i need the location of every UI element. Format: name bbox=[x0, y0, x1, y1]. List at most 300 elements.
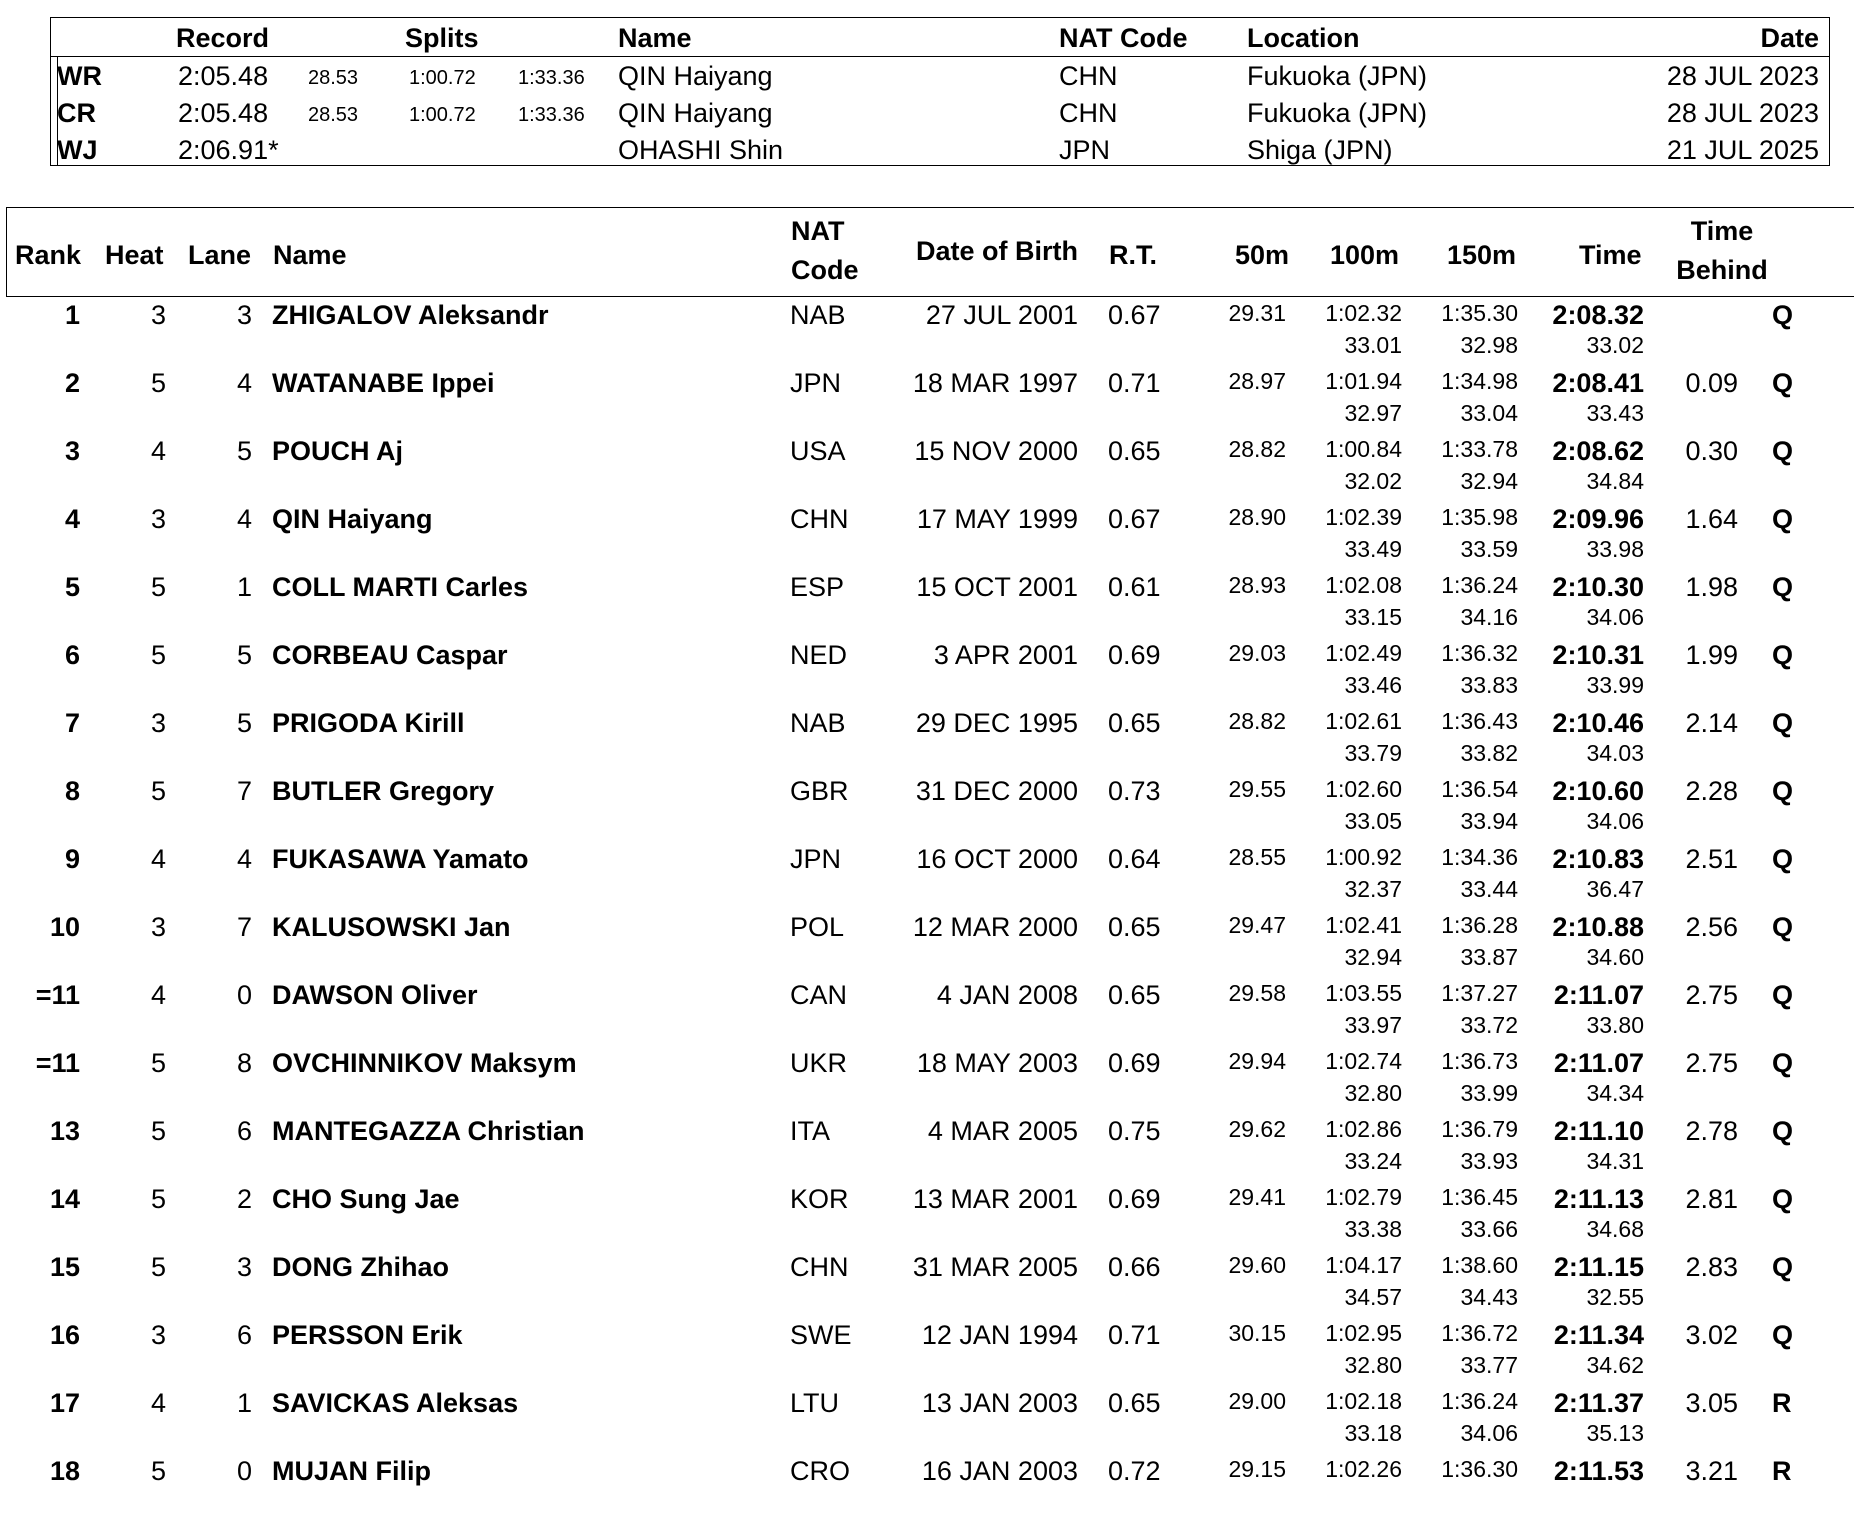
lap-150m: 33.94 bbox=[1460, 808, 1518, 834]
reaction-time: 0.72 bbox=[1108, 1456, 1161, 1486]
time-behind: 2.75 bbox=[1685, 980, 1738, 1010]
heat: 5 bbox=[150, 1456, 166, 1486]
records-header-divider bbox=[51, 56, 1829, 57]
qualification-mark: Q bbox=[1772, 776, 1794, 806]
rank: 15 bbox=[49, 1252, 80, 1282]
lane: 6 bbox=[236, 1320, 252, 1350]
header-time-behind-2: Behind bbox=[1676, 255, 1768, 285]
nat-code: CHN bbox=[790, 504, 849, 534]
lane: 1 bbox=[236, 1388, 252, 1418]
athlete-name: PERSSON Erik bbox=[272, 1320, 463, 1350]
lane: 4 bbox=[236, 844, 252, 874]
athlete-name: DAWSON Oliver bbox=[272, 980, 478, 1010]
rank: 1 bbox=[64, 300, 80, 330]
record-holder: QIN Haiyang bbox=[618, 61, 773, 91]
split-100m: 1:02.18 bbox=[1325, 1388, 1402, 1414]
lap-150m: 34.43 bbox=[1460, 1284, 1518, 1310]
lane: 8 bbox=[236, 1048, 252, 1078]
header-lane: Lane bbox=[188, 240, 252, 270]
heat: 3 bbox=[150, 708, 166, 738]
lap-100m: 33.38 bbox=[1344, 1216, 1402, 1242]
final-time: 2:10.60 bbox=[1552, 776, 1644, 806]
lap-final: 35.13 bbox=[1586, 1420, 1644, 1446]
nat-code: JPN bbox=[790, 368, 842, 398]
reaction-time: 0.67 bbox=[1108, 504, 1161, 534]
split-100m: 1:02.74 bbox=[1325, 1048, 1402, 1074]
lane: 5 bbox=[236, 436, 252, 466]
lane: 5 bbox=[236, 708, 252, 738]
lane: 3 bbox=[236, 300, 252, 330]
header-code: Code bbox=[791, 255, 859, 285]
athlete-name: CORBEAU Caspar bbox=[272, 640, 508, 670]
split-100m: 1:02.26 bbox=[1325, 1456, 1402, 1482]
split-100m: 1:02.32 bbox=[1325, 300, 1402, 326]
split-100m: 1:02.60 bbox=[1325, 776, 1402, 802]
date-of-birth: 12 MAR 2000 bbox=[912, 912, 1078, 942]
final-time: 2:08.32 bbox=[1552, 300, 1644, 330]
split-150m: 1:35.30 bbox=[1441, 300, 1518, 326]
reaction-time: 0.65 bbox=[1108, 980, 1161, 1010]
lap-100m: 32.80 bbox=[1344, 1080, 1402, 1106]
split-150m: 1:36.45 bbox=[1441, 1184, 1518, 1210]
reaction-time: 0.73 bbox=[1108, 776, 1161, 806]
date-of-birth: 4 MAR 2005 bbox=[927, 1116, 1078, 1146]
header-rt: R.T. bbox=[1109, 240, 1158, 270]
qualification-mark: Q bbox=[1772, 1048, 1794, 1078]
lap-100m: 32.37 bbox=[1344, 876, 1402, 902]
final-time: 2:08.62 bbox=[1552, 436, 1644, 466]
lap-final: 34.60 bbox=[1586, 944, 1644, 970]
qualification-mark: Q bbox=[1772, 1116, 1794, 1146]
reaction-time: 0.65 bbox=[1108, 1388, 1161, 1418]
time-behind: 2.78 bbox=[1685, 1116, 1738, 1146]
lane: 3 bbox=[236, 1252, 252, 1282]
record-time: 2:05.48 bbox=[178, 98, 269, 128]
reaction-time: 0.67 bbox=[1108, 300, 1161, 330]
record-split-150: 1:33.36 bbox=[518, 104, 585, 126]
lap-150m: 33.59 bbox=[1460, 536, 1518, 562]
final-time: 2:11.15 bbox=[1553, 1252, 1644, 1282]
split-50m: 30.15 bbox=[1228, 1320, 1286, 1346]
athlete-name: DONG Zhihao bbox=[272, 1252, 449, 1282]
time-behind: 2.81 bbox=[1685, 1184, 1738, 1214]
lap-100m: 33.15 bbox=[1344, 604, 1402, 630]
split-50m: 28.82 bbox=[1228, 436, 1286, 462]
qualification-mark: Q bbox=[1772, 1320, 1794, 1350]
result-row bbox=[0, 706, 1854, 774]
split-150m: 1:36.28 bbox=[1441, 912, 1518, 938]
date-of-birth: 18 MAY 2003 bbox=[916, 1048, 1078, 1078]
final-time: 2:11.34 bbox=[1553, 1320, 1644, 1350]
record-date: 28 JUL 2023 bbox=[1666, 98, 1819, 128]
rank: 2 bbox=[64, 368, 80, 398]
result-row bbox=[0, 842, 1854, 910]
final-time: 2:11.53 bbox=[1553, 1456, 1644, 1486]
time-behind: 0.09 bbox=[1685, 368, 1738, 398]
qualification-mark: Q bbox=[1772, 572, 1794, 602]
records-header-record: Record bbox=[176, 23, 270, 53]
lap-150m: 33.66 bbox=[1460, 1216, 1518, 1242]
lap-final: 33.43 bbox=[1586, 400, 1644, 426]
record-location: Shiga (JPN) bbox=[1247, 135, 1393, 165]
rank: 4 bbox=[64, 504, 80, 534]
lane: 4 bbox=[236, 504, 252, 534]
rank: =11 bbox=[35, 980, 80, 1010]
heat: 5 bbox=[150, 1252, 166, 1282]
athlete-name: WATANABE Ippei bbox=[272, 368, 495, 398]
split-50m: 29.31 bbox=[1228, 300, 1286, 326]
lap-150m: 33.77 bbox=[1460, 1352, 1518, 1378]
date-of-birth: 17 MAY 1999 bbox=[916, 504, 1078, 534]
lap-final: 33.80 bbox=[1586, 1012, 1644, 1038]
lane: 6 bbox=[236, 1116, 252, 1146]
rank: 17 bbox=[49, 1388, 80, 1418]
record-nat: CHN bbox=[1059, 98, 1118, 128]
split-100m: 1:00.84 bbox=[1325, 436, 1402, 462]
lap-100m: 32.80 bbox=[1344, 1352, 1402, 1378]
split-150m: 1:36.32 bbox=[1441, 640, 1518, 666]
result-row bbox=[0, 1454, 1854, 1522]
date-of-birth: 13 MAR 2001 bbox=[912, 1184, 1078, 1214]
athlete-name: SAVICKAS Aleksas bbox=[272, 1388, 519, 1418]
reaction-time: 0.75 bbox=[1108, 1116, 1161, 1146]
result-row bbox=[0, 502, 1854, 570]
lap-100m: 33.24 bbox=[1344, 1148, 1402, 1174]
lap-150m: 32.94 bbox=[1460, 468, 1518, 494]
athlete-name: CHO Sung Jae bbox=[272, 1184, 460, 1214]
result-row bbox=[0, 1386, 1854, 1454]
nat-code: CRO bbox=[790, 1456, 850, 1486]
split-100m: 1:02.39 bbox=[1325, 504, 1402, 530]
athlete-name: QIN Haiyang bbox=[272, 504, 433, 534]
result-row bbox=[0, 1250, 1854, 1318]
split-150m: 1:34.98 bbox=[1441, 368, 1518, 394]
record-time: 2:05.48 bbox=[178, 61, 269, 91]
nat-code: ITA bbox=[790, 1116, 830, 1146]
split-100m: 1:01.94 bbox=[1325, 368, 1402, 394]
split-150m: 1:35.98 bbox=[1441, 504, 1518, 530]
heat: 4 bbox=[150, 436, 166, 466]
split-50m: 28.90 bbox=[1228, 504, 1286, 530]
records-header-name: Name bbox=[618, 23, 692, 53]
time-behind: 1.98 bbox=[1685, 572, 1738, 602]
rank: 14 bbox=[49, 1184, 80, 1214]
split-50m: 28.55 bbox=[1228, 844, 1286, 870]
rank: 13 bbox=[49, 1116, 80, 1146]
qualification-mark: Q bbox=[1772, 912, 1794, 942]
reaction-time: 0.69 bbox=[1108, 640, 1161, 670]
split-100m: 1:02.95 bbox=[1325, 1320, 1402, 1346]
records-header-location: Location bbox=[1247, 23, 1360, 53]
qualification-mark: Q bbox=[1772, 844, 1794, 874]
lap-final: 32.55 bbox=[1586, 1284, 1644, 1310]
athlete-name: POUCH Aj bbox=[272, 436, 404, 466]
record-location: Fukuoka (JPN) bbox=[1247, 98, 1428, 128]
heat: 5 bbox=[150, 776, 166, 806]
qualification-mark: Q bbox=[1772, 436, 1794, 466]
reaction-time: 0.65 bbox=[1108, 708, 1161, 738]
split-150m: 1:36.72 bbox=[1441, 1320, 1518, 1346]
rank: 18 bbox=[49, 1456, 80, 1486]
final-time: 2:10.83 bbox=[1552, 844, 1644, 874]
result-row bbox=[0, 434, 1854, 502]
result-row bbox=[0, 1114, 1854, 1182]
lap-100m: 32.94 bbox=[1344, 944, 1402, 970]
heat: 5 bbox=[150, 640, 166, 670]
header-100m: 100m bbox=[1330, 240, 1400, 270]
final-time: 2:11.07 bbox=[1553, 980, 1644, 1010]
records-header-nat: NAT Code bbox=[1059, 23, 1188, 53]
split-150m: 1:36.24 bbox=[1441, 1388, 1518, 1414]
record-nat: JPN bbox=[1059, 135, 1111, 165]
result-row bbox=[0, 638, 1854, 706]
date-of-birth: 3 APR 2001 bbox=[933, 640, 1078, 670]
record-nat: CHN bbox=[1059, 61, 1118, 91]
records-header-splits: Splits bbox=[405, 23, 479, 53]
heat: 3 bbox=[150, 1320, 166, 1350]
rank: 16 bbox=[49, 1320, 80, 1350]
lap-150m: 34.06 bbox=[1460, 1420, 1518, 1446]
athlete-name: OVCHINNIKOV Maksym bbox=[272, 1048, 577, 1078]
athlete-name: MANTEGAZZA Christian bbox=[272, 1116, 585, 1146]
record-split-100: 1:00.72 bbox=[409, 104, 476, 126]
lap-final: 34.06 bbox=[1586, 604, 1644, 630]
final-time: 2:11.13 bbox=[1553, 1184, 1644, 1214]
heat: 4 bbox=[150, 844, 166, 874]
reaction-time: 0.71 bbox=[1108, 368, 1161, 398]
date-of-birth: 15 NOV 2000 bbox=[914, 436, 1078, 466]
split-50m: 29.62 bbox=[1228, 1116, 1286, 1142]
final-time: 2:11.07 bbox=[1553, 1048, 1644, 1078]
split-100m: 1:03.55 bbox=[1325, 980, 1402, 1006]
lap-100m: 33.18 bbox=[1344, 1420, 1402, 1446]
record-split-50: 28.53 bbox=[308, 67, 359, 89]
lap-150m: 33.44 bbox=[1460, 876, 1518, 902]
date-of-birth: 31 DEC 2000 bbox=[915, 776, 1078, 806]
lap-final: 34.31 bbox=[1586, 1148, 1644, 1174]
nat-code: UKR bbox=[790, 1048, 848, 1078]
lap-100m: 33.49 bbox=[1344, 536, 1402, 562]
records-header-date: Date bbox=[1760, 23, 1819, 53]
rank: 6 bbox=[64, 640, 80, 670]
athlete-name: BUTLER Gregory bbox=[272, 776, 495, 806]
split-100m: 1:02.08 bbox=[1325, 572, 1402, 598]
time-behind: 2.75 bbox=[1685, 1048, 1738, 1078]
final-time: 2:10.46 bbox=[1552, 708, 1644, 738]
reaction-time: 0.64 bbox=[1108, 844, 1161, 874]
lap-100m: 33.97 bbox=[1344, 1012, 1402, 1038]
athlete-name: PRIGODA Kirill bbox=[272, 708, 465, 738]
final-time: 2:10.30 bbox=[1552, 572, 1644, 602]
split-150m: 1:36.24 bbox=[1441, 572, 1518, 598]
record-date: 28 JUL 2023 bbox=[1666, 61, 1819, 91]
heat: 5 bbox=[150, 1116, 166, 1146]
lap-final: 34.84 bbox=[1586, 468, 1644, 494]
heat: 5 bbox=[150, 368, 166, 398]
record-split-50: 28.53 bbox=[308, 104, 359, 126]
time-behind: 3.05 bbox=[1685, 1388, 1738, 1418]
split-50m: 29.00 bbox=[1228, 1388, 1286, 1414]
split-100m: 1:04.17 bbox=[1325, 1252, 1402, 1278]
date-of-birth: 18 MAR 1997 bbox=[912, 368, 1078, 398]
header-50m: 50m bbox=[1235, 240, 1290, 270]
split-50m: 29.58 bbox=[1228, 980, 1286, 1006]
lap-final: 34.68 bbox=[1586, 1216, 1644, 1242]
split-50m: 29.47 bbox=[1228, 912, 1286, 938]
lane: 1 bbox=[236, 572, 252, 602]
date-of-birth: 16 OCT 2000 bbox=[916, 844, 1078, 874]
lap-150m: 33.87 bbox=[1460, 944, 1518, 970]
time-behind: 1.99 bbox=[1685, 640, 1738, 670]
athlete-name: FUKASAWA Yamato bbox=[272, 844, 529, 874]
split-50m: 29.60 bbox=[1228, 1252, 1286, 1278]
result-row bbox=[0, 910, 1854, 978]
split-150m: 1:36.79 bbox=[1441, 1116, 1518, 1142]
header-time: Time bbox=[1579, 240, 1642, 270]
lap-final: 36.47 bbox=[1586, 876, 1644, 902]
record-split-100: 1:00.72 bbox=[409, 67, 476, 89]
qualification-mark: Q bbox=[1772, 708, 1794, 738]
date-of-birth: 13 JAN 2003 bbox=[921, 1388, 1078, 1418]
lane: 2 bbox=[236, 1184, 252, 1214]
qualification-mark: Q bbox=[1772, 504, 1794, 534]
rank: =11 bbox=[35, 1048, 80, 1078]
final-time: 2:11.10 bbox=[1553, 1116, 1644, 1146]
split-50m: 28.97 bbox=[1228, 368, 1286, 394]
lane: 7 bbox=[236, 776, 252, 806]
rank: 3 bbox=[64, 436, 80, 466]
lap-150m: 33.72 bbox=[1460, 1012, 1518, 1038]
lap-100m: 33.05 bbox=[1344, 808, 1402, 834]
lap-final: 33.02 bbox=[1586, 332, 1644, 358]
header-dob: Date of Birth bbox=[916, 236, 1078, 266]
record-holder: OHASHI Shin bbox=[618, 135, 784, 165]
final-time: 2:09.96 bbox=[1552, 504, 1644, 534]
time-behind: 2.28 bbox=[1685, 776, 1738, 806]
rank: 5 bbox=[64, 572, 80, 602]
qualification-mark: Q bbox=[1772, 300, 1794, 330]
result-row bbox=[0, 366, 1854, 434]
time-behind: 2.83 bbox=[1685, 1252, 1738, 1282]
lap-100m: 33.01 bbox=[1344, 332, 1402, 358]
record-location: Fukuoka (JPN) bbox=[1247, 61, 1428, 91]
lap-150m: 33.83 bbox=[1460, 672, 1518, 698]
reaction-time: 0.66 bbox=[1108, 1252, 1161, 1282]
athlete-name: KALUSOWSKI Jan bbox=[272, 912, 511, 942]
nat-code: NAB bbox=[790, 708, 846, 738]
header-rank: Rank bbox=[15, 240, 82, 270]
split-100m: 1:02.79 bbox=[1325, 1184, 1402, 1210]
lap-final: 33.98 bbox=[1586, 536, 1644, 562]
lap-100m: 34.57 bbox=[1344, 1284, 1402, 1310]
heat: 5 bbox=[150, 1184, 166, 1214]
split-100m: 1:00.92 bbox=[1325, 844, 1402, 870]
record-type: WJ bbox=[57, 135, 98, 165]
nat-code: LTU bbox=[790, 1388, 840, 1418]
header-150m: 150m bbox=[1447, 240, 1517, 270]
date-of-birth: 15 OCT 2001 bbox=[916, 572, 1078, 602]
rank: 8 bbox=[64, 776, 80, 806]
time-behind: 3.21 bbox=[1685, 1456, 1738, 1486]
lane: 0 bbox=[236, 980, 252, 1010]
rank: 9 bbox=[64, 844, 80, 874]
nat-code: NED bbox=[790, 640, 848, 670]
date-of-birth: 12 JAN 1994 bbox=[921, 1320, 1078, 1350]
heat: 3 bbox=[150, 912, 166, 942]
lap-150m: 32.98 bbox=[1460, 332, 1518, 358]
time-behind: 2.51 bbox=[1685, 844, 1738, 874]
final-time: 2:08.41 bbox=[1552, 368, 1644, 398]
split-150m: 1:37.27 bbox=[1441, 980, 1518, 1006]
athlete-name: COLL MARTI Carles bbox=[272, 572, 529, 602]
time-behind: 2.56 bbox=[1685, 912, 1738, 942]
result-row bbox=[0, 978, 1854, 1046]
time-behind: 3.02 bbox=[1685, 1320, 1738, 1350]
split-50m: 29.55 bbox=[1228, 776, 1286, 802]
athlete-name: MUJAN Filip bbox=[272, 1456, 431, 1486]
nat-code: POL bbox=[790, 912, 845, 942]
split-50m: 28.82 bbox=[1228, 708, 1286, 734]
lap-100m: 33.79 bbox=[1344, 740, 1402, 766]
split-100m: 1:02.49 bbox=[1325, 640, 1402, 666]
qualification-mark: Q bbox=[1772, 1184, 1794, 1214]
final-time: 2:10.31 bbox=[1552, 640, 1644, 670]
date-of-birth: 16 JAN 2003 bbox=[921, 1456, 1078, 1486]
split-100m: 1:02.61 bbox=[1325, 708, 1402, 734]
split-150m: 1:36.30 bbox=[1441, 1456, 1518, 1482]
result-row bbox=[0, 1318, 1854, 1386]
nat-code: CAN bbox=[790, 980, 848, 1010]
lap-150m: 33.93 bbox=[1460, 1148, 1518, 1174]
result-row bbox=[0, 1182, 1854, 1250]
lap-150m: 34.16 bbox=[1460, 604, 1518, 630]
qualification-mark: Q bbox=[1772, 980, 1794, 1010]
header-time-behind-1: Time bbox=[1690, 216, 1754, 246]
time-behind: 1.64 bbox=[1685, 504, 1738, 534]
lap-150m: 33.82 bbox=[1460, 740, 1518, 766]
split-50m: 29.41 bbox=[1228, 1184, 1286, 1210]
nat-code: USA bbox=[790, 436, 846, 466]
heat: 3 bbox=[150, 300, 166, 330]
nat-code: SWE bbox=[790, 1320, 852, 1350]
lap-100m: 32.02 bbox=[1344, 468, 1402, 494]
qualification-mark: R bbox=[1772, 1456, 1792, 1486]
lap-final: 34.62 bbox=[1586, 1352, 1644, 1378]
split-50m: 28.93 bbox=[1228, 572, 1286, 598]
record-time: 2:06.91* bbox=[178, 135, 279, 165]
final-time: 2:11.37 bbox=[1553, 1388, 1644, 1418]
date-of-birth: 4 JAN 2008 bbox=[936, 980, 1078, 1010]
qualification-mark: Q bbox=[1772, 640, 1794, 670]
nat-code: GBR bbox=[790, 776, 849, 806]
header-nat: NAT bbox=[791, 216, 845, 246]
heat: 4 bbox=[150, 980, 166, 1010]
split-100m: 1:02.41 bbox=[1325, 912, 1402, 938]
heat: 4 bbox=[150, 1388, 166, 1418]
records-table bbox=[50, 17, 1830, 166]
nat-code: NAB bbox=[790, 300, 846, 330]
heat: 5 bbox=[150, 572, 166, 602]
lap-100m: 33.46 bbox=[1344, 672, 1402, 698]
lane: 5 bbox=[236, 640, 252, 670]
lap-final: 33.99 bbox=[1586, 672, 1644, 698]
rank: 10 bbox=[49, 912, 80, 942]
athlete-name: ZHIGALOV Aleksandr bbox=[272, 300, 549, 330]
qualification-mark: Q bbox=[1772, 368, 1794, 398]
split-50m: 29.94 bbox=[1228, 1048, 1286, 1074]
date-of-birth: 27 JUL 2001 bbox=[925, 300, 1078, 330]
lap-100m: 32.97 bbox=[1344, 400, 1402, 426]
